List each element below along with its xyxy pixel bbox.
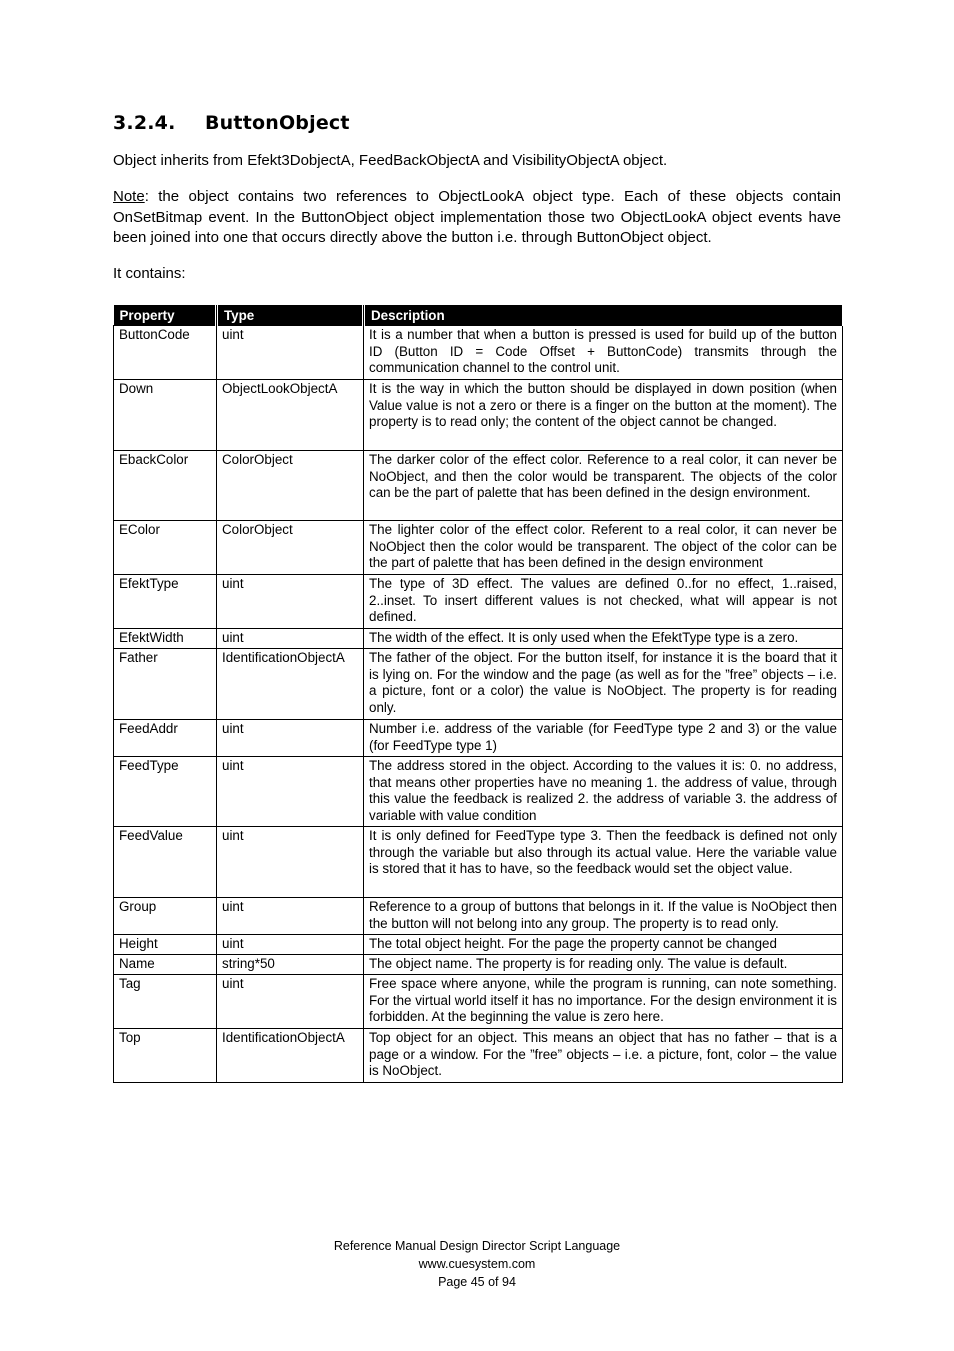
table-row bbox=[114, 649, 843, 720]
table-row bbox=[114, 975, 843, 1029]
section-title: ButtonObject bbox=[205, 112, 350, 134]
table-row bbox=[114, 898, 843, 935]
cell-description: The width of the effect. It is only used when the EfektType type is a zero. bbox=[364, 629, 843, 649]
table-row bbox=[114, 451, 843, 521]
properties-table bbox=[113, 305, 844, 1083]
cell-type: uint bbox=[217, 720, 364, 757]
cell-property: FeedValue bbox=[114, 827, 217, 898]
table-header-row bbox=[114, 305, 843, 326]
table-row bbox=[114, 935, 843, 955]
table-row bbox=[114, 827, 843, 898]
table-row bbox=[114, 521, 843, 575]
cell-property: EfektType bbox=[114, 575, 217, 629]
cell-property: EfektWidth bbox=[114, 629, 217, 649]
cell-property: EColor bbox=[114, 521, 217, 575]
cell-type: string*50 bbox=[217, 955, 364, 975]
cell-description: Number i.e. address of the variable (for FeedType type 2 and 3) or the value (for FeedType type 1) bbox=[364, 720, 843, 757]
table-body bbox=[114, 326, 843, 1083]
cell-description: The total object height. For the page the property cannot be changed bbox=[364, 935, 843, 955]
footer-website: www.cuesystem.com bbox=[418, 1257, 536, 1271]
cell-type: uint bbox=[217, 575, 364, 629]
table-row bbox=[114, 955, 843, 975]
note-label: Note bbox=[113, 188, 145, 205]
cell-type: IdentificationObjectA bbox=[217, 1029, 364, 1083]
cell-description: The darker color of the effect color. Reference to a real color, it can never be NoObject, and then the color would be transparent. The objects of the color can be the part of palette that has been defined in the design environment. bbox=[364, 451, 843, 521]
table-row bbox=[114, 629, 843, 649]
section-heading bbox=[113, 112, 350, 134]
cell-property: ButtonCode bbox=[114, 326, 217, 380]
cell-property: Name bbox=[114, 955, 217, 975]
cell-type: uint bbox=[217, 935, 364, 955]
cell-property: FeedAddr bbox=[114, 720, 217, 757]
cell-property: FeedType bbox=[114, 757, 217, 827]
table-row bbox=[114, 757, 843, 827]
cell-description: The lighter color of the effect color. Referent to a real color, it can never be NoObject then the color would be transparent. The object of the color can be the part of palette that has been defined in the design environment bbox=[364, 521, 843, 575]
cell-type: IdentificationObjectA bbox=[217, 649, 364, 720]
note-text: : the object contains two references to ObjectLookA object type. Each of these objects contain OnSetBitmap event. In the ButtonObject object implementation those two ObjectLookA object events have been joined into one that occurs directly above the button i.e. through ButtonObject object. bbox=[113, 188, 841, 246]
intro-paragraph: Object inherits from Efekt3DobjectA, FeedBackObjectA and VisibilityObjectA object. bbox=[113, 152, 668, 169]
table-row bbox=[114, 575, 843, 629]
cell-property: EbackColor bbox=[114, 451, 217, 521]
cell-description: The address stored in the object. According to the values it is: 0. no address, that means other properties have no meaning 1. the address of value, through this value the feedback is realized 2. the address of variable 3. the address of variable with value condition bbox=[364, 757, 843, 827]
cell-property: Father bbox=[114, 649, 217, 720]
cell-property: Top bbox=[114, 1029, 217, 1083]
header-property: Property bbox=[114, 305, 217, 326]
cell-property: Tag bbox=[114, 975, 217, 1029]
cell-type: uint bbox=[217, 326, 364, 380]
table-row bbox=[114, 720, 843, 757]
cell-property: Height bbox=[114, 935, 217, 955]
note-paragraph bbox=[113, 187, 841, 249]
cell-type: uint bbox=[217, 975, 364, 1029]
section-number: 3.2.4. bbox=[113, 112, 176, 134]
cell-type: uint bbox=[217, 757, 364, 827]
cell-type: uint bbox=[217, 898, 364, 935]
cell-property: Group bbox=[114, 898, 217, 935]
contains-paragraph: It contains: bbox=[113, 265, 186, 282]
cell-description: The father of the object. For the button itself, for instance it is the board that it is lying on. For the window and the page (as well as for the ”free” objects – i.e. a picture, font or a color) the value is NoObject. The property is for reading only. bbox=[364, 649, 843, 720]
footer-page-number: Page 45 of 94 bbox=[438, 1275, 516, 1289]
cell-description: It is only defined for FeedType type 3. Then the feedback is defined not only through the variable but also through its actual value. Here the variable value is stored that it has to have, so the feedback would set the object value. bbox=[364, 827, 843, 898]
cell-description: The type of 3D effect. The values are defined 0..for no effect, 1..raised, 2..inset. To insert different values is not checked, what will appear is not defined. bbox=[364, 575, 843, 629]
table-row bbox=[114, 326, 843, 380]
table-row bbox=[114, 1029, 843, 1083]
cell-type: uint bbox=[217, 827, 364, 898]
cell-type: ObjectLookObjectA bbox=[217, 380, 364, 451]
cell-type: uint bbox=[217, 629, 364, 649]
cell-description: It is a number that when a button is pressed is used for build up of the button ID (Button ID = Code Offset + ButtonCode) transmits through the communication channel to the control unit. bbox=[364, 326, 843, 380]
cell-description: Top object for an object. This means an object that has no father – that is a page or a window. For the ”free” objects – i.e. a picture, font, color – the value is NoObject. bbox=[364, 1029, 843, 1083]
cell-description: Free space where anyone, while the program is running, can note something. For the virtual world itself it has no importance. For the design environment it is forbidden. At the beginning the value is zero here. bbox=[364, 975, 843, 1029]
cell-description: It is the way in which the button should be displayed in down position (when Value value is not a zero or there is a finger on the button at the moment). The property is to read only; the content of the object cannot be changed. bbox=[364, 380, 843, 451]
cell-property: Down bbox=[114, 380, 217, 451]
footer-title: Reference Manual Design Director Script Language bbox=[333, 1239, 621, 1253]
table-row bbox=[114, 380, 843, 451]
header-description: Description bbox=[364, 305, 843, 326]
header-type: Type bbox=[217, 305, 364, 326]
cell-description: Reference to a group of buttons that belongs in it. If the value is NoObject then the button will not belong into any group. The property is to read only. bbox=[364, 898, 843, 935]
cell-type: ColorObject bbox=[217, 521, 364, 575]
cell-type: ColorObject bbox=[217, 451, 364, 521]
cell-description: The object name. The property is for reading only. The value is default. bbox=[364, 955, 843, 975]
